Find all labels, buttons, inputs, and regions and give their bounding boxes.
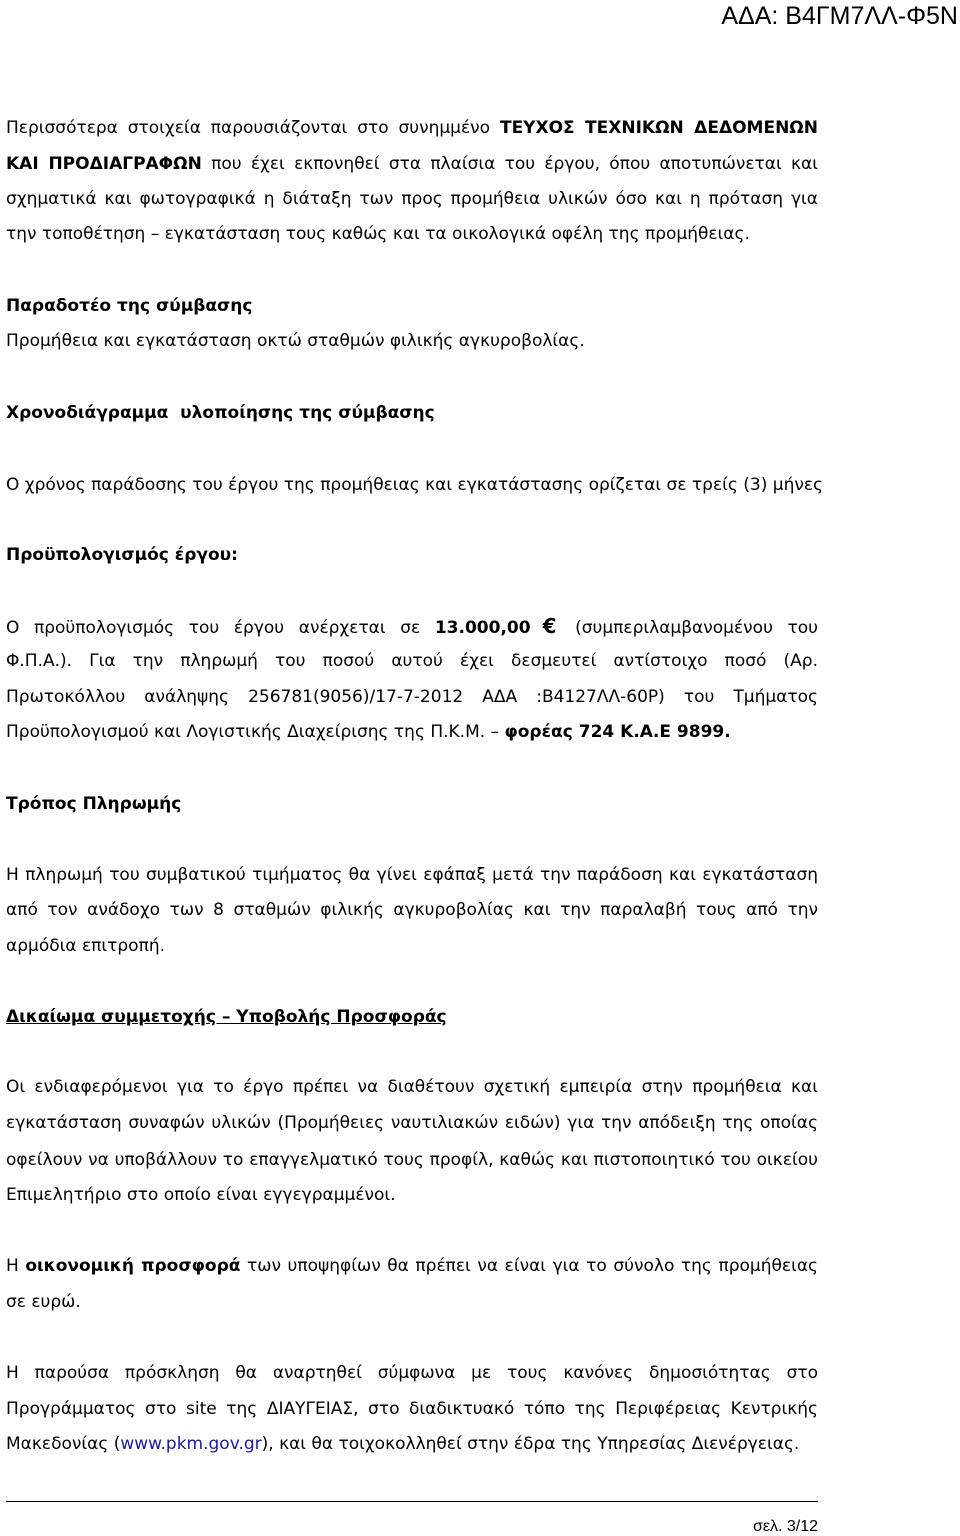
- paragraph-1-line-2: ΚΑΙ ΠΡΟΔΙΑΓΡΑΦΩΝ που έχει εκπονηθεί στα πλαίσια του έργου, όπου αποτυπώνεται και: [6, 154, 818, 174]
- page-number: σελ. 3/12: [752, 1518, 818, 1535]
- payment-line-1: Η πληρωμή του συμβατικού τιμήματος θα γίνει εφάπαξ μετά την παράδοση και εγκατάσταση: [6, 865, 818, 885]
- budget-line-3: Πρωτοκόλλου ανάληψης 256781(9056)/17-7-2012 ΑΔΑ :Β4127ΛΛ-60Ρ) του Τμήματος: [6, 687, 818, 707]
- deliverable-heading: Παραδοτέο της σύμβασης: [6, 296, 253, 316]
- offer-line-1: Η οικονομική προσφορά των υποψηφίων θα πρέπει να είναι για το σύνολο της προμήθειας: [6, 1256, 819, 1276]
- participation-line-2: εγκατάσταση συναφών υλικών (Προμήθειες ναυτιλιακών ειδών) για την απόδειξη της οποίας: [6, 1113, 818, 1133]
- payment-line-3: αρμόδια επιτροπή.: [6, 936, 165, 956]
- ada-header: ΑΔΑ: Β4ΓΜ7ΛΛ-Φ5Ν: [721, 2, 958, 30]
- paragraph-1-line-1: Περισσότερα στοιχεία παρουσιάζονται στο συνημμένο ΤΕΥΧΟΣ ΤΕΧΝΙΚΩΝ ΔΕΔΟΜΕΝΩΝ: [6, 118, 818, 138]
- offer-line-2: σε ευρώ.: [6, 1292, 81, 1312]
- euro-sign: €: [542, 614, 557, 638]
- paragraph-1-line-3: σχηματικά και φωτογραφικά η διάταξη των προς προμήθεια υλικών όσο και η πρόταση για: [6, 189, 818, 209]
- schedule-text: Ο χρόνος παράδοσης του έργου της προμήθειας και εγκατάστασης ορίζεται σε τρείς (3) μήνες: [6, 475, 824, 495]
- publication-line-3: Μακεδονίας (www.pkm.gov.gr), και θα τοιχοκολληθεί στην έδρα της Υπηρεσίας Διενέργειας.: [6, 1434, 800, 1454]
- budget-line-4: Προϋπολογισμού και Λογιστικής Διαχείρισης της Π.Κ.Μ. – φορέας 724 Κ.Α.Ε 9899.: [6, 722, 731, 742]
- publication-line-2: Προγράμματος στο site της ΔΙΑΥΓΕΙΑΣ, στο διαδικτυακό τόπο της Περιφέρειας Κεντρικής: [6, 1399, 818, 1419]
- deliverable-text: Προμήθεια και εγκατάσταση οκτώ σταθμών φιλικής αγκυροβολίας.: [6, 331, 585, 351]
- participation-line-1: Οι ενδιαφερόμενοι για το έργο πρέπει να διαθέτουν σχετική εμπειρία στην προμήθεια και: [6, 1077, 818, 1097]
- pkm-website-link[interactable]: www.pkm.gov.gr: [120, 1434, 262, 1454]
- footer-divider: [6, 1501, 818, 1502]
- participation-line-3: οφείλουν να υποβάλλουν το επαγγελματικό τους προφίλ, καθώς και πιστοποιητικό του οικείου: [6, 1150, 818, 1170]
- participation-line-4: Επιμελητήριο στο οποίο είναι εγγεγραμμένοι.: [6, 1185, 396, 1205]
- payment-heading: Τρόπος Πληρωμής: [6, 794, 182, 814]
- payment-line-2: από τον ανάδοχο των 8 σταθμών φιλικής αγκυροβολίας και την παραλαβή τους από την: [6, 900, 818, 920]
- participation-heading: Δικαίωμα συμμετοχής – Υποβολής Προσφοράς: [6, 1007, 447, 1027]
- budget-line-1: Ο προϋπολογισμός του έργου ανέρχεται σε 13.000,00 € (συμπεριλαμβανομένου του: [6, 614, 818, 638]
- publication-line-1: Η παρούσα πρόσκληση θα αναρτηθεί σύμφωνα με τους κανόνες δημοσιότητας στο: [6, 1363, 818, 1383]
- paragraph-1-line-4: την τοποθέτηση – εγκατάσταση τους καθώς και τα οικολογικά οφέλη της προμήθειας.: [6, 224, 750, 244]
- budget-line-2: Φ.Π.Α.). Για την πληρωμή του ποσού αυτού έχει δεσμευτεί αντίστοιχο ποσό (Αρ.: [6, 651, 818, 671]
- schedule-heading: Χρονοδιάγραμμα υλοποίησης της σύμβασης: [6, 403, 435, 423]
- budget-heading: Προϋπολογισμός έργου:: [6, 545, 238, 565]
